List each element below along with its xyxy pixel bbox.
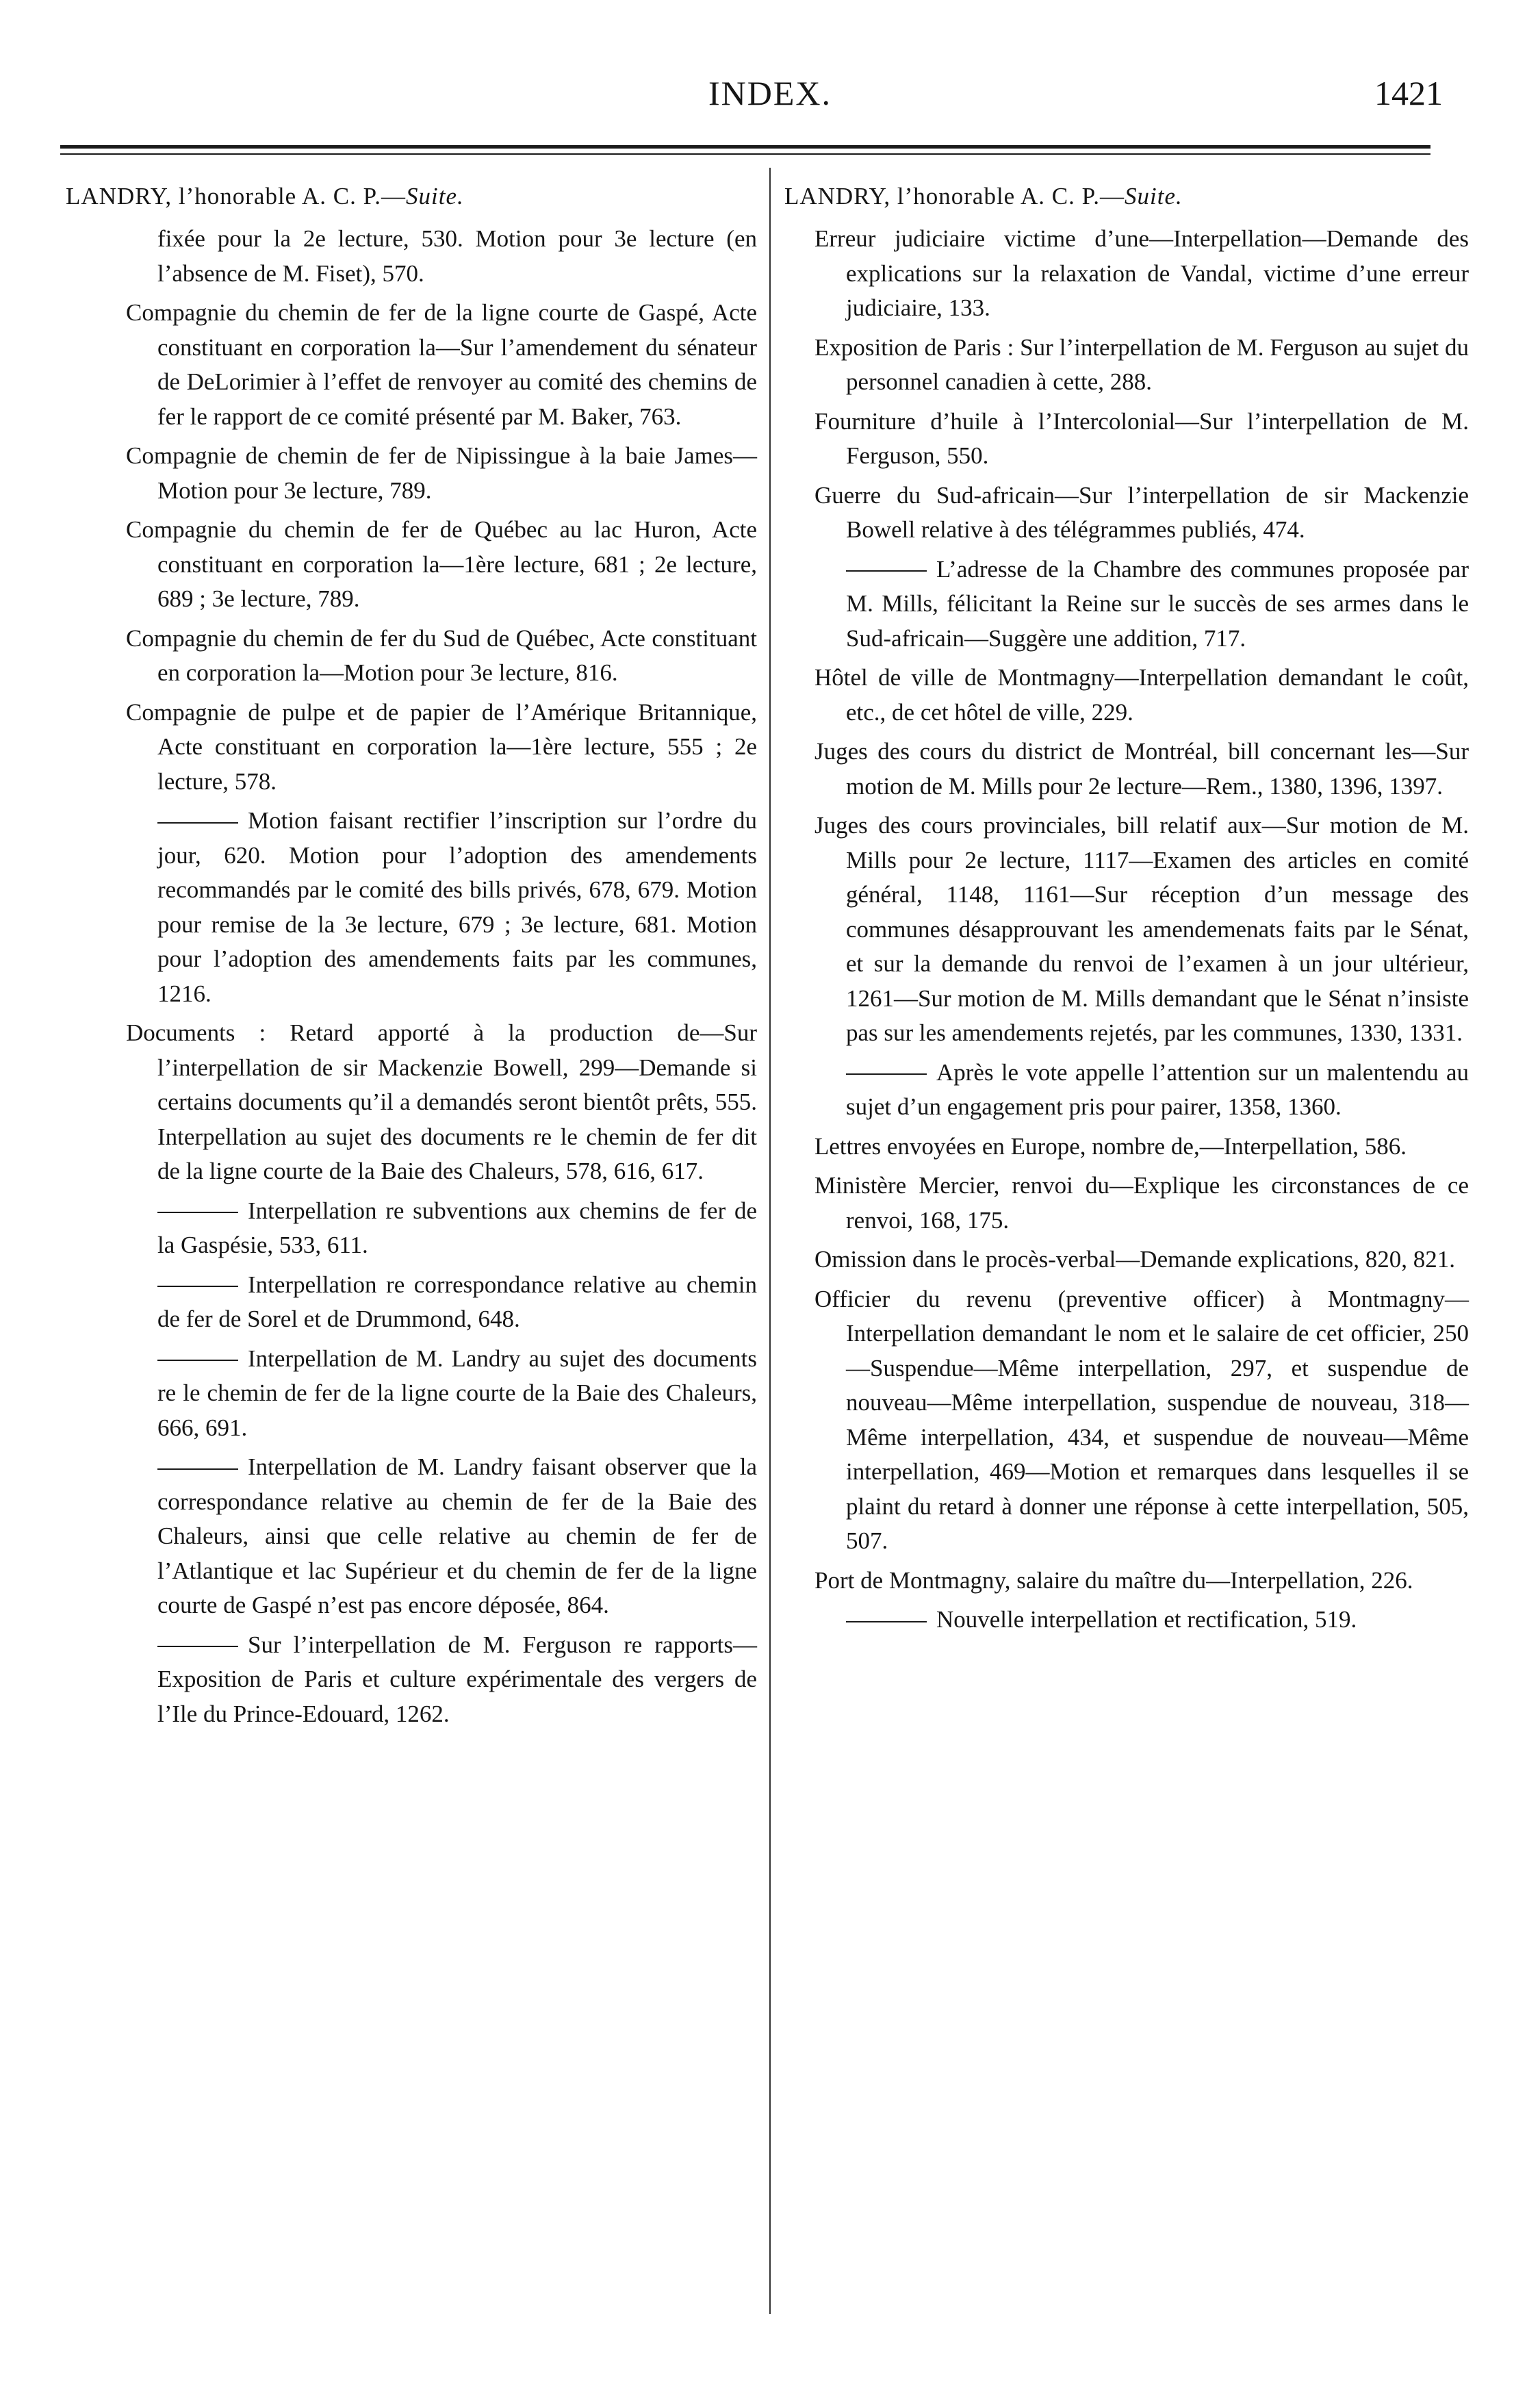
- left-column-heading: [66, 179, 757, 214]
- index-entry: Compagnie du chemin de fer de Québec au lac Huron, Acte constituant en corporation la—1ère lecture, 681 ; 2e lecture, 689 ; 3e lecture, 789.: [126, 516, 757, 612]
- index-entry: Officier du revenu (preventive officer) à Montmagny—Interpellation demandant le nom et le salaire de cet officier, 250—Suspendue—Même interpellation, 297, et suspendue de nouveau—Même interpellation, suspendue de nouveau, 318—Même interpellation, 434, et suspendue de nouveau—Même interpellation, 469—Motion et remarques dans lesquelles il se plaint du retard à donner une réponse à cette interpellation, 505, 507.: [814, 1285, 1469, 1554]
- index-entry: Documents : Retard apporté à la production de—Sur l’interpellation de sir Mackenzie Bowell, 299—Demande si certains documents qu’il a demandés seront bientôt prêts, 555. Interpellation au sujet des documents re le chemin de fer dit de la ligne courte de la Baie des Chaleurs, 578, 616, 617.: [126, 1019, 757, 1184]
- right-entries: [784, 222, 1469, 1638]
- page-number: 1421: [1374, 74, 1443, 112]
- index-subentry: Nouvelle interpellation et rectification, 519.: [814, 1603, 1469, 1638]
- index-subentry: Motion faisant rectifier l’inscription sur l’ordre du jour, 620. Motion pour l’adoption des amendements recommandés par le comité des bills privés, 678, 679. Motion pour remise de la 3e lecture, 679 ; 3e lecture, 681. Motion pour l’adoption des amendements faits par les communes, 1216.: [126, 804, 757, 1011]
- heading-name: LANDRY, l’honorable A. C. P.—: [784, 183, 1125, 209]
- index-subentry: Interpellation re subventions aux chemins de fer de la Gaspésie, 533, 611.: [126, 1194, 757, 1263]
- index-entry: Fourniture d’huile à l’Intercolonial—Sur l’interpellation de M. Ferguson, 550.: [814, 407, 1469, 469]
- header-rule-thick: [60, 145, 1430, 149]
- heading-suite: Suite.: [406, 183, 464, 209]
- index-entry: Port de Montmagny, salaire du maître du—Interpellation, 226.: [814, 1566, 1413, 1594]
- index-subentry: L’adresse de la Chambre des communes proposée par M. Mills, félicitant la Reine sur le succès de ses armes dans le Sud-africain—Suggère une addition, 717.: [814, 552, 1469, 657]
- index-entry: Compagnie de chemin de fer de Nipissingue à la baie James—Motion pour 3e lecture, 789.: [126, 442, 757, 504]
- index-entry: Compagnie de pulpe et de papier de l’Amérique Britannique, Acte constituant en corporation la—1ère lecture, 555 ; 2e lecture, 578.: [126, 698, 757, 795]
- index-entry: Erreur judiciaire victime d’une—Interpellation—Demande des explications sur la relaxation de Vandal, victime d’une erreur judiciaire, 133.: [814, 225, 1469, 321]
- heading-suite: Suite.: [1125, 183, 1183, 209]
- index-entry: Lettres envoyées en Europe, nombre de,—Interpellation, 586.: [814, 1132, 1407, 1160]
- header-rule-thin: [60, 153, 1430, 155]
- index-entry: Guerre du Sud-africain—Sur l’interpellation de sir Mackenzie Bowell relative à des télégrammes publiés, 474.: [814, 481, 1469, 543]
- column-divider: [769, 168, 771, 2314]
- index-entry: Compagnie du chemin de fer de la ligne courte de Gaspé, Acte constituant en corporation la—Sur l’amendement du sénateur de DeLorimier à l’effet de renvoyer au comité des chemins de fer le rapport de ce comité présenté par M. Baker, 763.: [126, 299, 757, 430]
- page-header: [0, 66, 1540, 120]
- page-title: INDEX.: [708, 74, 832, 112]
- index-subentry: Après le vote appelle l’attention sur un malentendu au sujet d’un engagement pris pour pairer, 1358, 1360.: [814, 1056, 1469, 1125]
- right-column: [784, 179, 1469, 1642]
- index-entry-continued: fixée pour la 2e lecture, 530. Motion pour 3e lecture (en l’absence de M. Fiset), 570.: [157, 225, 757, 287]
- index-entry: Juges des cours provinciales, bill relatif aux—Sur motion de M. Mills pour 2e lecture, 1117—Examen des articles en comité général, 1148, 1161—Sur réception d’un message des communes désapprouvant les amendemenats faits par le Sénat, et sur la demande du renvoi de l’examen à un jour ultérieur, 1261—Sur motion de M. Mills demandant que le Sénat n’insiste pas sur les amendements rejetés, par les communes, 1330, 1331.: [814, 812, 1469, 1046]
- index-subentry: Interpellation de M. Landry au sujet des documents re le chemin de fer de la ligne courte de la Baie des Chaleurs, 666, 691.: [126, 1342, 757, 1446]
- index-entry: Omission dans le procès-verbal—Demande explications, 820, 821.: [814, 1246, 1456, 1273]
- right-column-heading: [784, 179, 1469, 214]
- index-entry: Exposition de Paris : Sur l’interpellation de M. Ferguson au sujet du personnel canadien à cette, 288.: [814, 333, 1469, 395]
- index-subentry: Interpellation de M. Landry faisant observer que la correspondance relative au chemin de fer de la Baie des Chaleurs, ainsi que celle relative au chemin de fer de l’Atlantique et lac Supérieur et du chemin de fer de la ligne courte de Gaspé n’est pas encore déposée, 864.: [126, 1450, 757, 1623]
- index-subentry: Sur l’interpellation de M. Ferguson re rapports—Exposition de Paris et culture expérimentale des vergers de l’Ile du Prince-Edouard, 1262.: [126, 1628, 757, 1732]
- left-entries: [66, 222, 757, 1731]
- heading-name: LANDRY, l’honorable A. C. P.—: [66, 183, 406, 209]
- index-entry: Ministère Mercier, renvoi du—Explique les circonstances de ce renvoi, 168, 175.: [814, 1172, 1469, 1234]
- index-entry: Juges des cours du district de Montréal, bill concernant les—Sur motion de M. Mills pour 2e lecture—Rem., 1380, 1396, 1397.: [814, 738, 1469, 800]
- index-entry: Hôtel de ville de Montmagny—Interpellation demandant le coût, etc., de cet hôtel de ville, 229.: [814, 664, 1469, 726]
- index-entry: Compagnie du chemin de fer du Sud de Québec, Acte constituant en corporation la—Motion pour 3e lecture, 816.: [126, 624, 757, 686]
- index-subentry: Interpellation re correspondance relative au chemin de fer de Sorel et de Drummond, 648.: [126, 1268, 757, 1337]
- left-column: [66, 179, 757, 1736]
